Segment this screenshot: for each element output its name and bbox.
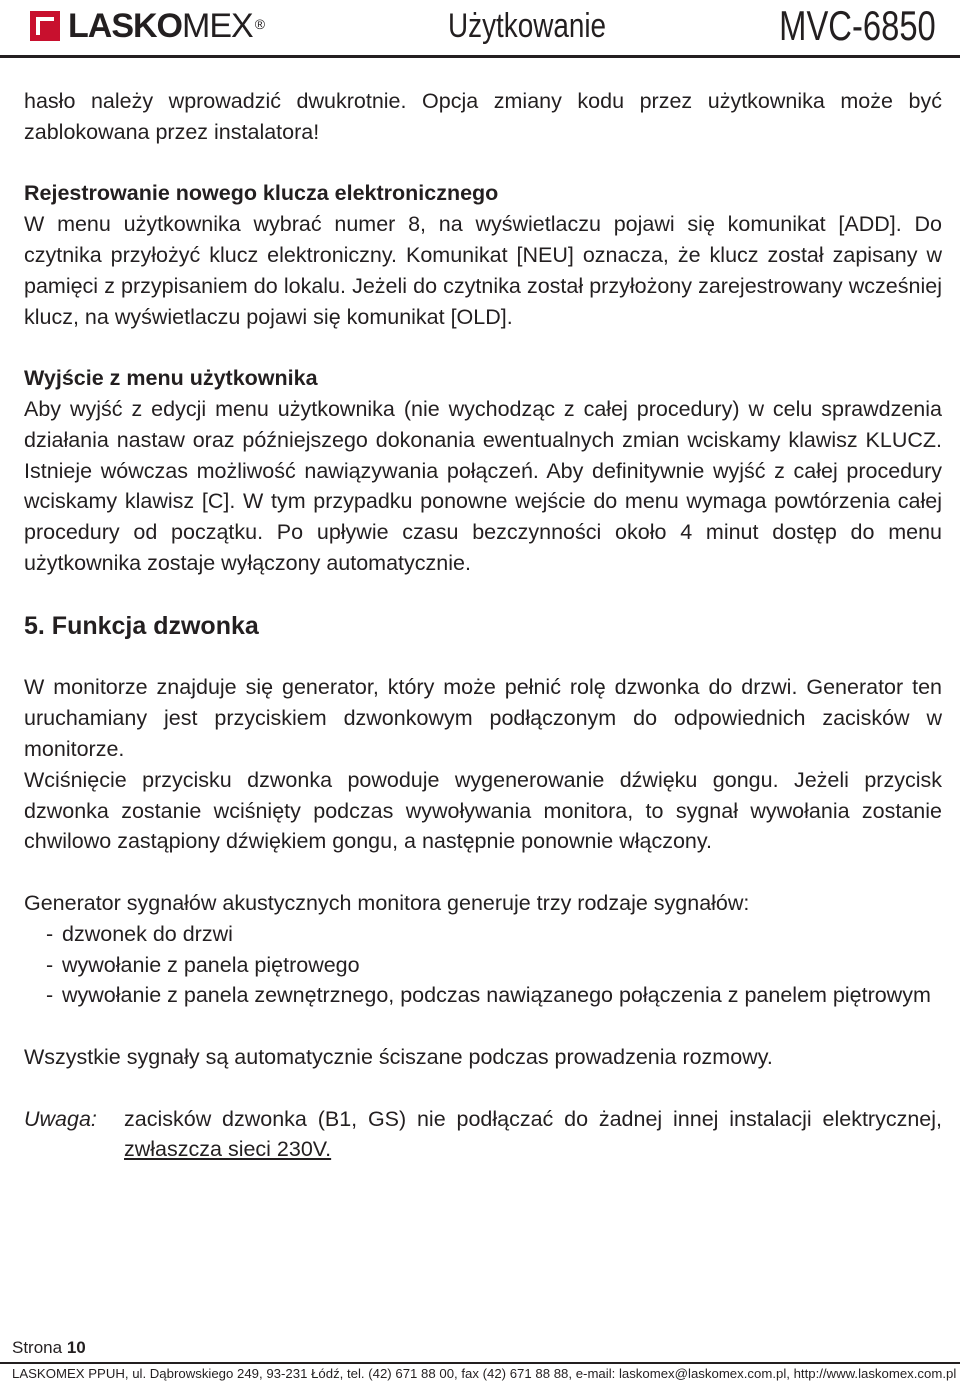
bell-paragraph-1: W monitorze znajduje się generator, który może pełnić rolę dzwonka do drzwi. Generator ten uruchamiany jest przyciskiem dzwonkowym podłączonym do odpowiednich zacisków w monitorze. [24, 675, 942, 761]
page-content [24, 86, 942, 1165]
model-name: MVC-6850 [779, 2, 936, 49]
laskomex-logo [30, 6, 264, 46]
section-heading-bell: 5. Funkcja dzwonka [24, 611, 259, 640]
logo-mark-icon [30, 11, 60, 41]
footer-divider [0, 1362, 960, 1364]
exit-menu-heading: Wyjście z menu użytkownika [24, 366, 318, 391]
intro-paragraph: hasło należy wprowadzić dwukrotnie. Opcja zmiany kodu przez użytkownika może być zablokowana przez instalatora! [24, 89, 942, 144]
list-item: - dzwonek do drzwi [46, 921, 233, 946]
warning-note [24, 1104, 942, 1166]
bell-paragraph-2: Wciśnięcie przycisku dzwonka powoduje wygenerowanie dźwięku gongu. Jeżeli przycisk dzwonka zostanie wciśnięty podczas wywoływania monitora, to sygnał wywołania zostanie chwilowo zastąpiony dźwiękiem gongu, a następnie ponownie włączony. [24, 767, 942, 854]
list-item: - wywołanie z panela piętrowego [46, 952, 360, 977]
logo-wordmark: LASKOMEX ® [68, 7, 265, 45]
header-divider [0, 55, 960, 58]
muted-signals-text: Wszystkie sygnały są automatycznie ściszane podczas prowadzenia rozmowy. [24, 1044, 773, 1069]
note-label: Uwaga: [24, 1106, 97, 1131]
key-registration-text: W menu użytkownika wybrać numer 8, na wyświetlaczu pojawi się komunikat [ADD]. Do czytnika przyłożyć klucz elektroniczny. Komunikat [NEU] oznacza, że klucz został zapisany w pamięci z przypisaniem do lokalu. Jeżeli do czytnika został przyłożony zarejestrowany wcześniej klucz, na wyświetlaczu pojawi się komunikat [OLD]. [24, 212, 942, 329]
footer-company-info: LASKOMEX PPUH, ul. Dąbrowskiego 249, 93-231 Łódź, tel. (42) 671 88 00, fax (42) 671 88 88, e-mail: laskomex@laskomex.com.pl, http://www.laskomex.com.pl [12, 1366, 957, 1381]
page-title: Użytkowanie [448, 7, 607, 45]
exit-menu-text: Aby wyjść z edycji menu użytkownika (nie wychodząc z całej procedury) w celu sprawdzenia działania nastaw oraz późniejszego dokonania ewentualnych zmian wciskamy klawisz KLUCZ. Istnieje wówczas możliwość nawiązywania połączeń. Aby definitywnie wyjść z całej procedury wciskamy klawisz [C]. W tym przypadku ponowne wejście do menu wymaga powtórzenia całej procedury od początku. Po upływie czasu bezczynności około 4 minut dostęp do menu użytkownika zostaje wyłączony automatycznie. [24, 396, 942, 575]
signals-list [24, 919, 942, 1011]
signals-intro: Generator sygnałów akustycznych monitora generuje trzy rodzaje sygnałów: [24, 890, 750, 915]
list-item: - wywołanie z panela zewnętrznego, podczas nawiązanego połączenia z panelem piętrowym [46, 983, 931, 1008]
page-number: Strona 10 [12, 1338, 86, 1357]
key-registration-heading: Rejestrowanie nowego klucza elektronicznego [24, 181, 499, 206]
note-text: zacisków dzwonka (B1, GS) nie podłączać do żadnej innej instalacji elektrycznej, zwłaszcza sieci 230V. [124, 1106, 942, 1162]
page-header [0, 0, 960, 54]
